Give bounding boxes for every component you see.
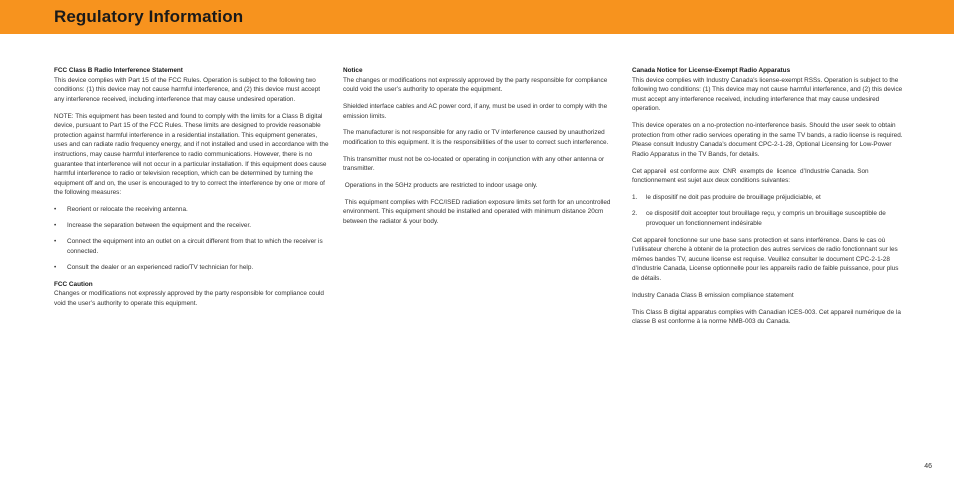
fcc-heading: FCC Class B Radio Interference Statement [54, 67, 183, 74]
list-item: 1. le dispositif ne doit pas produire de brouillage préjudiciable, et [632, 194, 821, 202]
list-number: 2. [632, 210, 638, 218]
notice-paragraph: The manufacturer is not responsible for any radio or TV interference caused by unauthorized modification to this equipment. It is the responsibilities of the user to correct such interference. [343, 129, 609, 146]
header-banner [0, 0, 954, 34]
fcc-paragraph-1: This device complies with Part 15 of the FCC Rules. Operation is subject to the following two conditions: (1) this device may not cause harmful interference, and (2) this device must accept any interference received, including interference that may cause undesired operation. [54, 76, 321, 103]
fcc-measures-list [54, 205, 330, 272]
list-number: 1. [632, 194, 638, 202]
fcc-paragraph-2: NOTE: This equipment has been tested and found to comply with the limits for a Class B digital device, pursuant to Part 15 of the FCC Rules. These limits are designed to provide reasonable protection against harmful interference in a residential installation. This equipment generates, uses and can radiate radio frequency energy, and if not installed and used in accordance with the instructions, may cause harmful interference to radio communications. However, there is no guarantee that interference will not occur in a particular installation. If this equipment does cause harmful interference to radio or television reception, which can be determined by turning the equipment off and on, the user is encouraged to try to correct the interference by one or more of the following measures: [54, 112, 329, 197]
canada-paragraph-4: Cet appareil fonctionne sur une base sans protection et sans interférence. Dans le cas où l’utilisateur cherche à obtenir de la protection des autres services de radio fonctionnant sur les mêmes bandes TV, aucune license est requise. Veuillez consulter le document CPC-2-1-28 d’Industrie Canada, License optionnelle pour les appareils radio de faible puissance, pour plus de détails. [632, 236, 899, 282]
notice-paragraph: Operations in the 5GHz products are restricted to indoor usage only. [343, 182, 538, 190]
notice-paragraph: This equipment complies with FCC/ISED radiation exposure limits set forth for an uncontrolled environment. This equipment should be installed and operated with minimum distance 20cm between the radiator & your body. [343, 198, 613, 226]
canada-paragraph-1: This device complies with Industry Canada’s license-exempt RSSs. Operation is subject to the following two conditions: (1) This device may not cause harmful interference, and (2) this device must accept any interference received, including interference that may cause undesired operation. [632, 76, 903, 113]
canada-paragraph-3: Cet appareil est conforme aux CNR exempts de licence d’Industrie Canada. Son fonctionnement est sujet aux deux conditions suivantes: [632, 167, 871, 185]
fcc-caution-heading: FCC Caution [54, 280, 93, 288]
list-item: • Increase the separation between the equipment and the receiver. [54, 222, 252, 230]
canada-heading: Canada Notice for License-Exempt Radio Apparatus [632, 67, 791, 74]
page-number: 46 [924, 463, 932, 470]
canada-paragraph-2: This device operates on a no-protection no-interference basis. Should the user seek to obtain protection from other radio services operating in the same TV bands, a radio license is required. Please consult Industry Canada’s document CPC-2-1-28, Optional Licensing for Low-Power Radio Apparatus in the TV Bands, for details. [632, 122, 903, 158]
fcc-caution-paragraph: Changes or modifications not expressly approved by the party responsible for compliance could void the user’s authority to operate this equipment. [54, 290, 324, 307]
notice-paragraph: The changes or modifications not expressly approved by the party responsible for compliance could void the user’s authority to operate the equipment. [343, 76, 608, 94]
bullet-icon: • [54, 263, 57, 271]
column-notice [343, 66, 613, 234]
canada-paragraph-6: This Class B digital apparatus complies with Canadian ICES-003. Cet appareil numérique de la classe B est conforme à la norme NMB-003 du Canada. [632, 308, 901, 326]
bullet-icon: • [54, 222, 57, 230]
page-title: Regulatory Information [54, 7, 244, 26]
list-item: 2. ce dispositif doit accepter tout brouillage reçu, y compris un brouillage susceptible de provoquer un fonctionnement indésirable [632, 210, 886, 227]
column-canada [632, 66, 904, 334]
canada-conditions-list [632, 193, 904, 228]
list-item: • Connect the equipment into an outlet on a circuit different from that to which the receiver is connected. [54, 238, 323, 255]
bullet-icon: • [54, 238, 57, 246]
notice-heading: Notice [343, 67, 363, 74]
notice-paragraph: Shielded interface cables and AC power cord, if any, must be used in order to comply with the emission limits. [343, 102, 608, 120]
column-fcc [54, 66, 330, 316]
list-item: • Consult the dealer or an experienced radio/TV technician for help. [54, 263, 254, 271]
list-item: • Reorient or relocate the receiving antenna. [54, 206, 188, 214]
canada-paragraph-5: Industry Canada Class B emission compliance statement [632, 291, 794, 299]
bullet-icon: • [54, 206, 57, 214]
notice-paragraph: This transmitter must not be co-located or operating in conjunction with any other antenna or transmitter. [343, 155, 605, 173]
